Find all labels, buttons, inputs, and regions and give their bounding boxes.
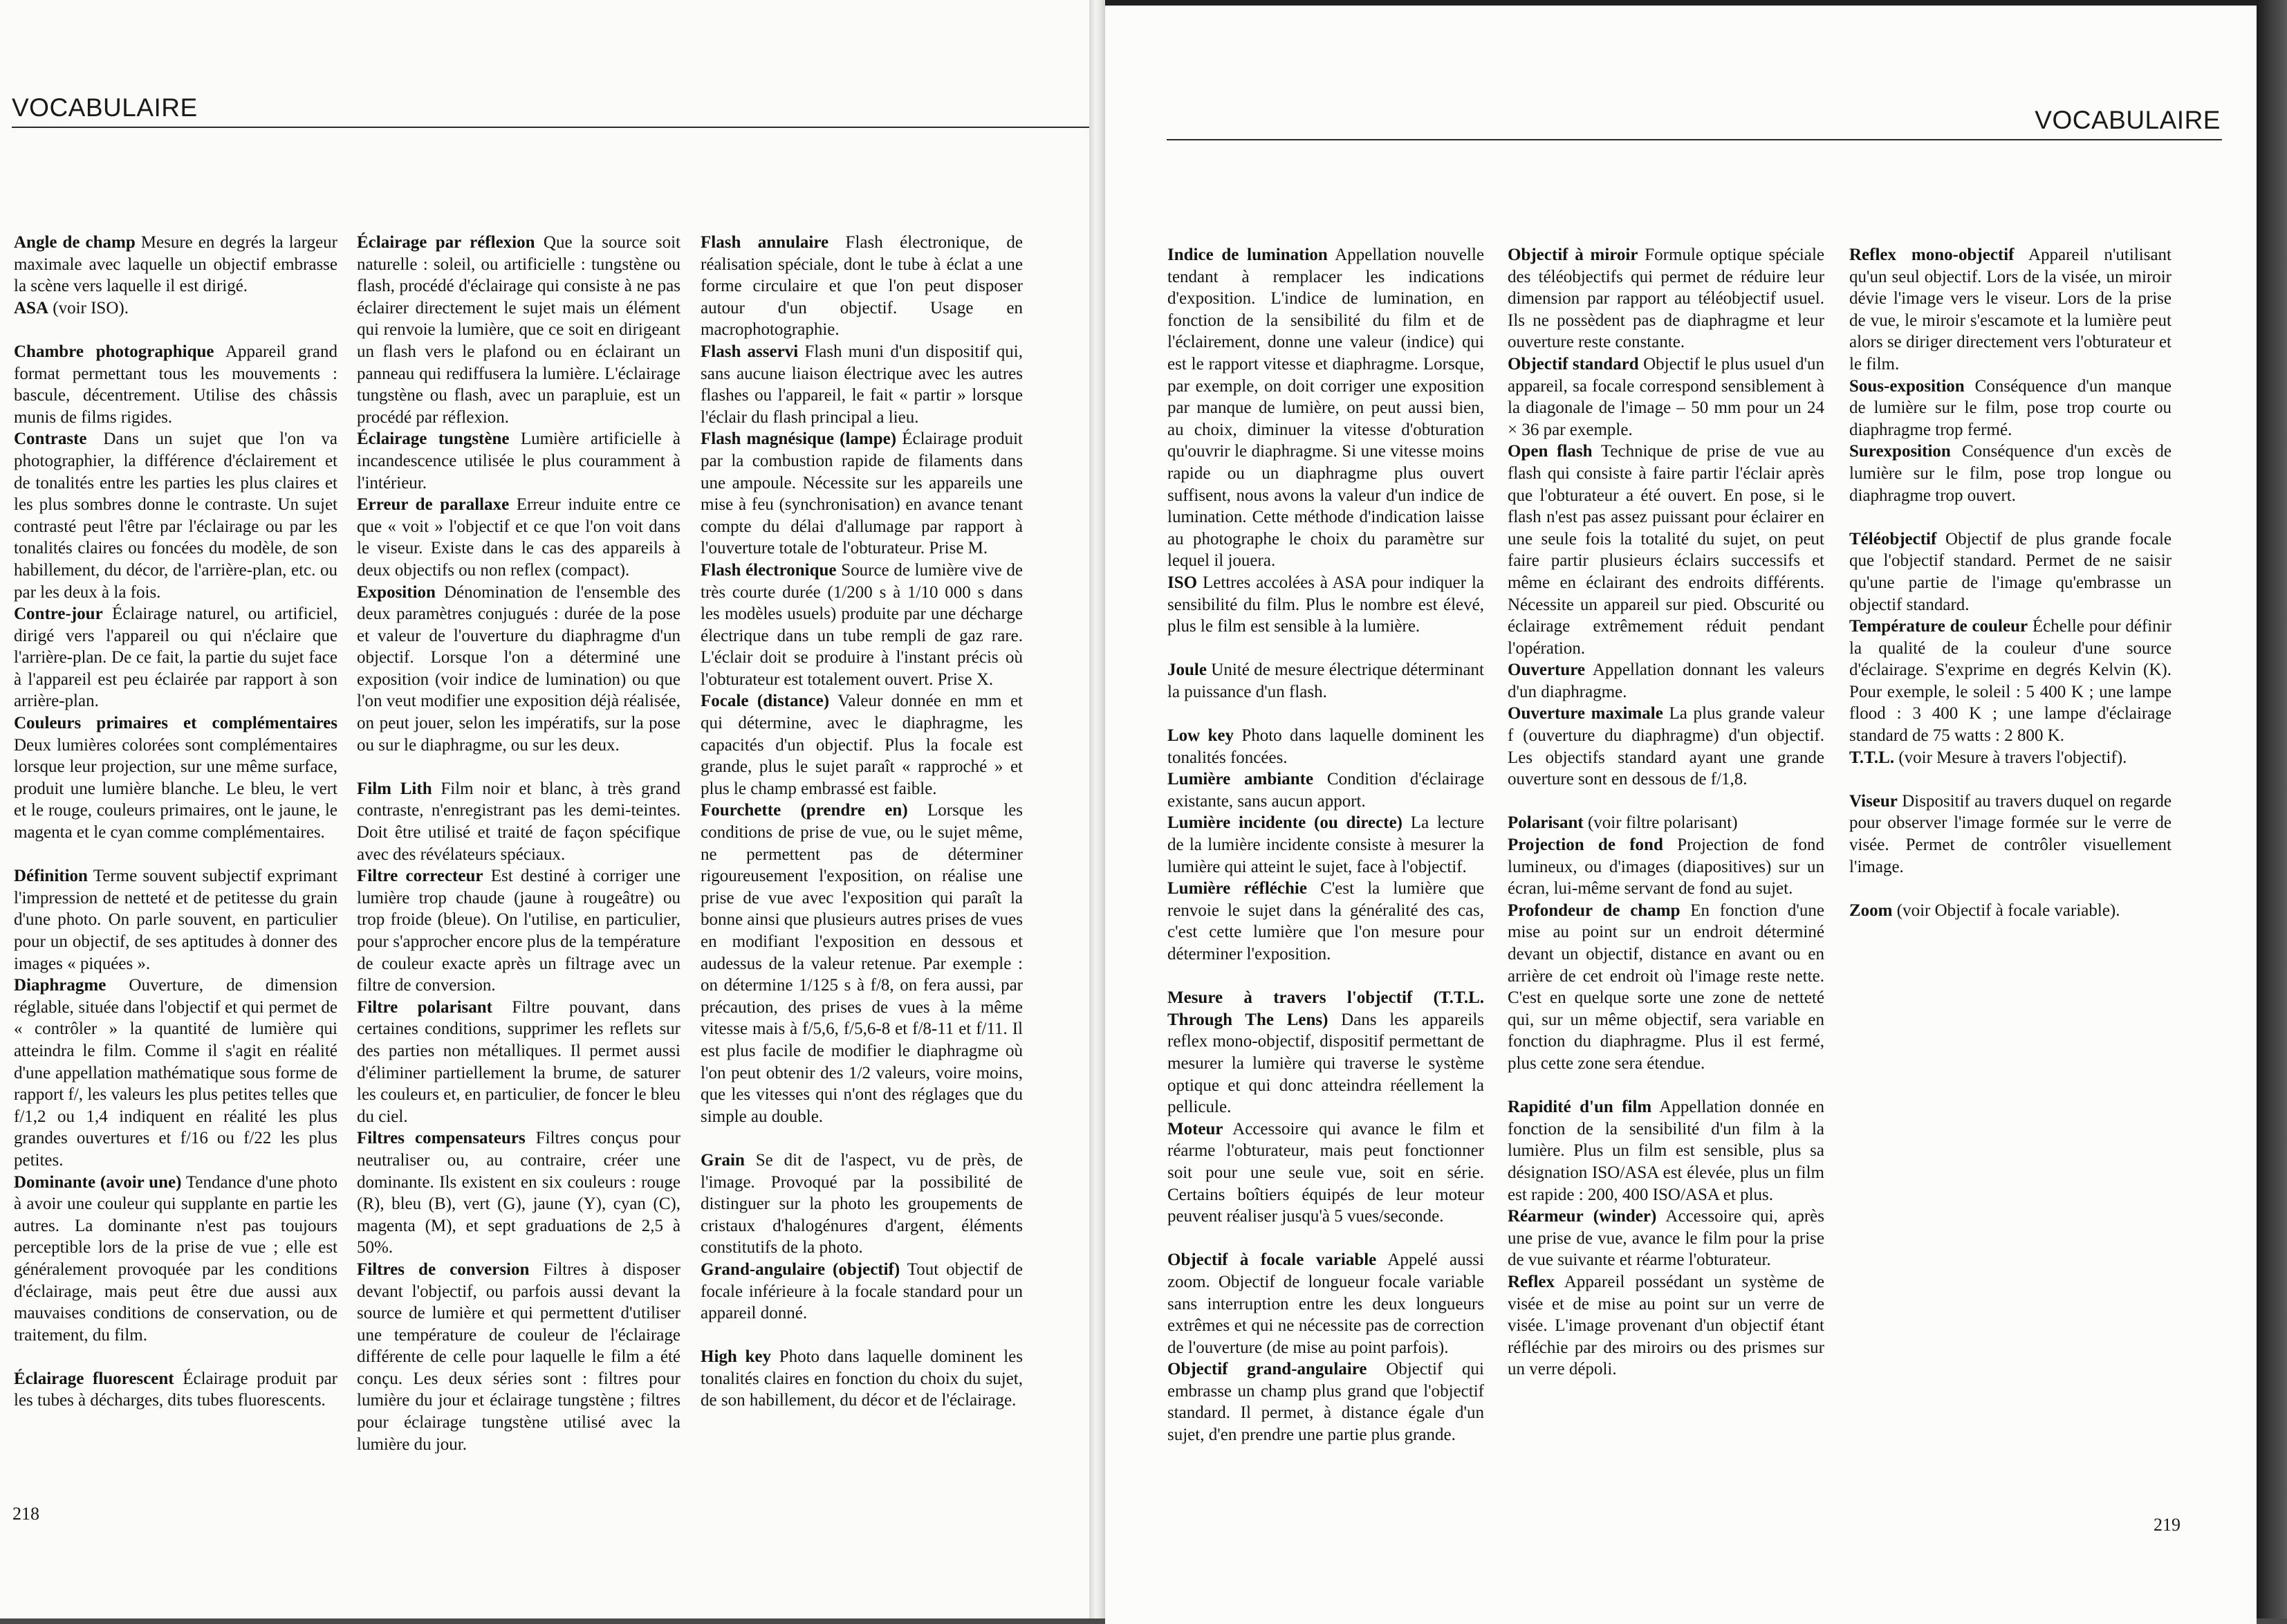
glossary-definition: C'est la lumière que renvoie le sujet dans la généralité des cas, c'est cette lumière que l'on mesure pour déterminer l'exposition. [1167,879,1484,963]
glossary-definition: Dispositif au travers duquel on regarde pour observer l'image formée sur le verre de visée. Permet de contrôler visuellement l'image. [1849,791,2172,876]
glossary-entry [14,712,337,844]
glossary-definition: Appareil grand format permettant tous les mouvements : bascule, décentrement. Utilise des châssis munis de films rigides. [14,342,337,427]
glossary-definition: Unité de mesure électrique déterminant la puissance d'un flash. [1167,661,1484,701]
glossary-entry [701,428,1023,560]
right-page [1105,0,2257,1624]
left-header-title: VOCABULAIRE [12,93,198,122]
glossary-definition: Dans les appareils reflex mono-objectif, dispositif permettant de mesurer la lumière qui traverse le système optique et qui donc atteindra réellement la pellicule. [1167,1010,1484,1117]
glossary-term: T.T.L. [1849,748,1895,767]
glossary-entry [14,603,337,712]
glossary-column-1 [14,232,337,1412]
glossary-term: High key [701,1347,771,1367]
glossary-definition: Mesure en degrés la largeur maximale avec laquelle un objectif embrasse la scène vers laquelle il est dirigé. [14,233,337,296]
glossary-definition: Condition d'éclairage existante, sans aucun apport. [1167,770,1485,811]
glossary-entry [701,690,1023,800]
glossary-entry [701,341,1023,428]
glossary-definition: Lorsque les conditions de prise de vue, ou le sujet même, ne permettent pas de déterminer rigoureusement l'exposition, on réalise une prise de vue avec l'exposition qui paraît la bonne ainsi que plusieurs autres prises de vues en modifiant l'exposition en dessous et audessus de la valeur retenue. Par exemple : on détermine 1/125 s à f/8, on fera aussi, par précaution, des prises de vues à la même vitesse mais à f/5,6, f/5,6-8 et f/8-11 et f/11. Il est plus facile de modifier le diaphragme où l'on peut obtenir des 1/2 valeurs, voire moins, que les vitesses qui n'ont des réglages que du simple au double. [701,801,1023,1126]
right-page-number: 219 [2154,1515,2180,1535]
glossary-term: Objectif à miroir [1508,246,1638,264]
glossary-definition: Appellation nouvelle tendant à remplacer les indications d'exposition. L'indice de lumination, en fonction de la sensibilité du film et de l'éclairement, donne une valeur (indice) qui est le rapport vitesse et diaphragme. Lorsque, par exemple, on doit corriger une exposition par manque de lumière, on peut aussi bien, au choix, diminuer la vitesse d'obturation qu'ouvrir le diaphragme. Si une vitesse moins rapide ou un diaphragme plus ouvert suffisent, nous avons la valeur d'un indice de lumination. Cette méthode d'indication laisse au photographe le choix du paramètre sur lequel il jouera. [1167,246,1485,571]
glossary-term: Reflex mono-objectif [1849,246,2015,264]
page-edge [2257,0,2287,1618]
glossary-term: Low key [1167,726,1234,746]
glossary-term: Sous-exposition [1849,376,1965,396]
glossary-definition: Formule optique spéciale des téléobjectifs qui permet de réduire leur dimension par rapport au téléobjectif usuel. Ils ne possèdent pas de diaphragme et leur ouverture reste constante. [1508,246,1824,352]
glossary-term: Contraste [14,430,87,449]
glossary-term: Projection de fond [1508,836,1663,855]
glossary-entry [14,341,337,428]
glossary-term: Grain [701,1150,745,1170]
glossary-entry [1508,834,1824,900]
glossary-entry [1167,1249,1484,1358]
glossary-entry [1849,900,2172,922]
glossary-entry [1508,900,1824,1075]
glossary-entry [14,975,337,1171]
glossary-term: Lumière ambiante [1167,770,1314,789]
glossary-entry [1508,441,1824,659]
glossary-entry [701,1150,1023,1259]
glossary-term: Open flash [1508,442,1593,461]
glossary-definition: Photo dans laquelle dominent les tonalités claires en fonction du choix du sujet, de son habillement, du décor et de l'éclairage. [701,1347,1023,1410]
glossary-entry [1167,812,1484,878]
glossary-term: Polarisant [1508,813,1584,833]
glossary-term: Lumière incidente (ou directe) [1167,813,1402,833]
glossary-entry [357,1259,680,1455]
glossary-definition: Éclairage naturel, ou artificiel, dirigé vers l'appareil ou qui n'éclaire que l'arrière-plan. De ce fait, la partie du sujet face à l'appareil est peu éclairée par rapport à son arrière-plan. [14,605,337,711]
glossary-term: Éclairage fluorescent [14,1369,174,1388]
glossary-term: Reflex [1508,1272,1555,1291]
glossary-term: Dominante (avoir une) [14,1172,182,1192]
glossary-term: Ouverture maximale [1508,704,1663,723]
glossary-term: Définition [14,867,88,886]
left-header-rule [12,127,1089,128]
glossary-definition: Objectif qui embrasse un champ plus grand que l'objectif standard. Il permet, à distance égale d'un sujet, d'en prendre une partie plus grande. [1167,1360,1484,1445]
glossary-entry [14,865,337,975]
glossary-term: Rapidité d'un film [1508,1098,1652,1117]
glossary-definition: Valeur donnée en mm et qui détermine, avec le diaphragme, les capacités d'un objectif. Plus la focale est grande, plus le sujet paraît « rapproché » et plus le champ embrassé est faible. [701,692,1023,798]
glossary-term: Diaphragme [14,976,107,995]
glossary-entry [1508,703,1824,790]
glossary-entry [357,232,680,428]
glossary-term: Téléobjectif [1849,529,1937,548]
glossary-definition: Filtres à disposer devant l'objectif, ou parfois aussi devant la source de lumière et qui permettent d'utiliser une température de couleur de l'éclairage différente de celle pour laquelle le film a été conçu. Les deux séries sont : filtres pour lumière du jour et éclairage tungstène ; filtres pour éclairage tungstène utilisé avec la lumière du jour. [357,1259,680,1454]
glossary-entry [14,428,337,603]
glossary-column-5 [1508,244,1824,1381]
glossary-entry [1508,659,1824,703]
glossary-definition: Appareil possédant un système de visée et de mise au point sur un verre de visée. L'image provenant d'un objectif étant réfléchie par des miroirs ou des prismes sur un verre dépoli. [1508,1272,1824,1379]
glossary-term: Focale (distance) [701,692,830,711]
glossary-definition: Échelle pour définir la qualité de la couleur d'une source d'éclairage. S'exprime en degrés Kelvin (K). Pour exemple, le soleil : 5 400 K ; une lampe flood : 3 400 K ; une lampe d'éclairage standard de 75 watts : 2 800 K. [1849,617,2172,746]
glossary-definition: Lettres accolées à ASA pour indiquer la sensibilité du film. Plus le nombre est élevé, plus le film est sensible à la lumière. [1167,573,1484,636]
glossary-definition: Filtres conçus pour neutraliser ou, au contraire, créer une dominante. Ils existent en six couleurs : rouge (R), bleu (B), vert (G), jaune (Y), cyan (C), magenta (M), et sept graduations de 2,5 à 50%. [357,1129,680,1257]
glossary-entry [701,232,1023,341]
left-page-number: 218 [12,1504,39,1524]
glossary-entry [357,494,680,581]
glossary-entry [1849,616,2172,747]
glossary-entry [1167,1358,1484,1446]
glossary-definition: (voir Objectif à focale variable). [1892,901,2120,920]
glossary-entry [1849,441,2172,506]
glossary-entry [1167,878,1484,965]
glossary-term: Filtre polarisant [357,997,492,1017]
glossary-entry [1508,244,1824,353]
glossary-term: Mesure à travers l'objectif (T.T.L. Through The Lens) [1167,988,1484,1029]
glossary-entry [1849,747,2172,769]
glossary-entry [1167,768,1484,812]
glossary-term: Lumière réfléchie [1167,879,1307,898]
glossary-entry [1508,812,1824,834]
glossary-entry [357,582,680,757]
glossary-entry [1849,791,2172,878]
glossary-term: Flash asservi [701,342,799,361]
glossary-term: Contre-jour [14,605,103,624]
glossary-entry [1167,987,1484,1118]
glossary-term: Couleurs primaires et complémentaires [14,714,337,733]
glossary-term: Film Lith [357,779,432,798]
glossary-definition: Est destiné à corriger une lumière trop chaude (jaune à rougeâtre) ou trop froide (bleue). On l'utilise, en particulier, pour s'approcher encore plus de la température de couleur exacte après un filtrage avec un filtre de conversion. [357,867,680,995]
glossary-entry [1508,1271,1824,1381]
glossary-definition: Appellation donnant les valeurs d'un diaphragme. [1508,661,1824,701]
glossary-definition: La lecture de la lumière incidente consiste à mesurer la lumière qui atteint le sujet, face à l'objectif. [1167,813,1484,876]
glossary-entry [701,560,1023,691]
glossary-entry [357,865,680,997]
glossary-entry [1849,244,2172,376]
glossary-definition: Objectif de plus grande focale que l'objectif standard. Permet de ne saisir qu'une partie de l'image qu'embrasse un objectif standard. [1849,529,2172,614]
glossary-definition: Appareil n'utilisant qu'un seul objectif. Lors de la visée, un miroir dévie l'image vers le viseur. Lors de la prise de vue, le miroir s'escamote et la lumière peut alors se diriger directement vers l'obturateur et le film. [1849,246,2172,373]
glossary-definition: Source de lumière vive de très courte durée (1/200 s à 1/10 000 s dans les modèles usuels) produite par une décharge électrique dans un tube rempli de gaz rare. L'éclair doit se produire à l'instant précis où l'obturateur est totalement ouvert. Prise X. [701,560,1024,689]
glossary-entry [1167,725,1484,768]
glossary-definition: Dénomination de l'ensemble des deux paramètres conjugués : durée de la pose et valeur de l'ouverture du diaphragme d'un objectif. Lorsque l'on a déterminé une exposition (voir indice de lumination) ou que l'on veut modifier une exposition déjà réalisée, on peut jouer, selon les impératifs, sur la pose ou sur le diaphragme, ou sur les deux. [357,582,680,755]
glossary-term: Filtres compensateurs [357,1129,526,1148]
glossary-term: Température de couleur [1849,617,2028,636]
glossary-definition: Que la source soit naturelle : soleil, ou artificielle : tungstène ou flash, procédé d'éclairage qui consiste à ne pas éclairer directement le sujet mais un élément qui renvoie la lumière, que ce soit en dirigeant un flash vers le plafond ou en éclairant un panneau qui rediffusera la lumière. L'éclairage tungstène ou flash, avec un parapluie, est un procédé par réflexion. [357,233,681,427]
glossary-term: Objectif standard [1508,354,1639,373]
glossary-definition: Appellation donnée en fonction de la sensibilité d'un film à la lumière. Plus un film est sensible, plus sa désignation ISO/ASA est élevée, plus un film est rapide : 200, 400 ISO/ASA et plus. [1508,1098,1824,1204]
glossary-term: Profondeur de champ [1508,901,1680,920]
glossary-term: Angle de champ [14,233,136,252]
glossary-definition: Flash muni d'un dispositif qui, sans aucune liaison électrique avec les autres flashes ou l'appareil, le fait « partir » lorsque l'éclair du flash principal a lieu. [701,342,1023,427]
glossary-entry [1849,376,2172,441]
glossary-term: Surexposition [1849,442,1951,461]
glossary-entry [701,800,1023,1127]
glossary-definition: Ouverture, de dimension réglable, située dans l'objectif et qui permet de « contrôler » la quantité de lumière qui atteindra le film. Comme il s'agit en réalité d'une appellation mathématique sous forme de rapport f/, les valeurs les plus petites telles que f/1,2 ou 1,4 indiquent en réalité les plus grandes ouvertures et f/16 ou f/22 les plus petites. [14,976,337,1170]
glossary-term: Joule [1167,661,1207,680]
glossary-definition: Film noir et blanc, à très grand contraste, n'enregistrant pas les demi-teintes. Doit être utilisé et traité de façon spécifique avec des révélateurs spéciaux. [357,779,680,864]
glossary-term: ASA [14,298,49,317]
glossary-definition: Accessoire qui avance le film et réarme l'obturateur, mais peut fonctionner soit pour une seule vue, soit en série. Certains boîtiers équipés de leur moteur peuvent réaliser jusqu'à 5 vues/seconde. [1167,1119,1484,1226]
glossary-definition: Accessoire qui, après une prise de vue, avance le film pour la prise de vue suivante et réarme l'obturateur. [1508,1207,1824,1270]
glossary-entry [1167,572,1484,638]
glossary-term: Fourchette (prendre en) [701,801,908,820]
glossary-definition: Éclairage produit par la combustion rapide de filaments dans une ampoule. Nécessite sur les appareils une mise à feu (synchronisation) en avance tenant compte du délai d'allumage par rapport à l'ouverture totale de l'obturateur. Prise M. [701,430,1023,558]
glossary-term: Exposition [357,582,436,602]
glossary-definition: Appelé aussi zoom. Objectif de longueur focale variable sans interruption entre les deux longueurs extrêmes et qui ne nécessite pas de correction de l'ouverture (de mise au point parfois). [1167,1251,1484,1357]
glossary-definition: (voir ISO). [48,298,129,317]
glossary-term: Objectif grand-angulaire [1167,1360,1367,1379]
glossary-entry [14,232,337,297]
glossary-term: Filtres de conversion [357,1259,530,1279]
glossary-definition: Se dit de l'aspect, vu de près, de l'image. Provoqué par la possibilité de distinguer sur la photo les groupements de cristaux d'halogénures d'argent, éléments constitutifs de la photo. [701,1150,1023,1257]
glossary-entry [701,1259,1023,1325]
glossary-definition: Tout objectif de focale inférieure à la focale standard pour un appareil donné. [701,1259,1023,1323]
glossary-entry [1167,244,1484,572]
glossary-column-3 [701,232,1023,1412]
glossary-term: Viseur [1849,791,1898,811]
glossary-entry [1167,659,1484,703]
glossary-term: Flash électronique [701,560,837,580]
glossary-entry [1508,353,1824,441]
glossary-entry [701,1346,1023,1412]
glossary-definition: Flash électronique, de réalisation spéciale, dont le tube à éclat a une forme circulaire et que l'on peut disposer autour d'un objectif. Usage en macrophotographie. [701,233,1023,340]
glossary-term: Chambre photographique [14,342,214,361]
book-gutter [1089,0,1105,1618]
glossary-term: Flash annulaire [701,233,829,252]
glossary-entry [357,1127,680,1259]
glossary-definition: Deux lumières colorées sont complémentaires lorsque leur projection, sur une même surface, produit une lumière blanche. Le bleu, le vert et le rouge, couleurs primaires, ont le jaune, le magenta et le cyan comme complémentaires. [14,735,337,842]
glossary-term: Ouverture [1508,661,1586,680]
glossary-term: Objectif à focale variable [1167,1251,1377,1270]
glossary-term: ISO [1167,573,1198,592]
glossary-entry [1508,1096,1824,1206]
glossary-column-4 [1167,244,1484,1446]
glossary-definition: Filtre pouvant, dans certaines conditions, supprimer les reflets sur des parties non métalliques. Il permet aussi d'éliminer partiellement la brume, de saturer les couleurs et, en particulier, de foncer le bleu du ciel. [357,997,681,1126]
glossary-term: Moteur [1167,1119,1223,1138]
glossary-definition: Technique de prise de vue au flash qui consiste à faire partir l'éclair après que l'obturateur a été ouvert. En pose, si le flash n'est pas assez puissant pour éclairer en une seule fois la totalité du sujet, on peut faire partir plusieurs éclairs successifs et même en éclairant des endroits différents. Nécessite un appareil sur pied. Obscurité ou éclairage extrêmement réduit pendant l'opération. [1508,442,1824,658]
glossary-definition: La plus grande valeur f (ouverture du diaphragme) d'un objectif. Les objectifs standard ayant une grande ouverture sont en dessous de f/1,8. [1508,704,1824,789]
glossary-entry [14,1172,337,1347]
right-header-title: VOCABULAIRE [2035,106,2221,134]
glossary-definition: (voir filtre polarisant) [1583,813,1738,833]
glossary-term: Éclairage par réflexion [357,233,535,252]
glossary-entry [14,297,337,320]
glossary-term: Indice de lumination [1167,246,1328,264]
glossary-definition: Photo dans laquelle dominent les tonalités foncées. [1167,726,1484,767]
glossary-term: Flash magnésique (lampe) [701,430,897,449]
glossary-term: Erreur de parallaxe [357,495,510,515]
glossary-term: Zoom [1849,901,1893,920]
glossary-definition: Conséquence d'un excès de lumière sur le film, pose trop longue ou diaphragme trop ouvert. [1849,442,2172,505]
glossary-term: Éclairage tungstène [357,430,510,449]
right-header-rule [1167,139,2222,140]
glossary-definition: Lumière artificielle à incandescence utilisée le plus couramment à l'intérieur. [357,430,680,492]
left-page [0,0,1089,1618]
glossary-entry [357,997,680,1128]
glossary-term: Filtre correcteur [357,867,483,886]
glossary-entry [14,1368,337,1412]
glossary-definition: En fonction d'une mise au point sur un endroit déterminé devant un objectif, distance en avant ou en arrière de cet endroit où l'image reste nette. C'est en quelque sorte une zone de netteté qui, sur un même objectif, sera variable en fonction du diaphragme. Plus il est fermé, plus cette zone sera étendue. [1508,901,1825,1073]
glossary-definition: Objectif le plus usuel d'un appareil, sa focale correspond sensiblement à la diagonale de l'image – 50 mm pour un 24 × 36 par exemple. [1508,354,1824,439]
glossary-entry [357,428,680,494]
glossary-definition: (voir Mesure à travers l'objectif). [1894,748,2127,767]
glossary-definition: Éclairage produit par les tubes à décharges, dits tubes fluorescents. [14,1369,337,1410]
glossary-entry [357,778,680,865]
glossary-term: Réarmeur (winder) [1508,1207,1657,1226]
glossary-definition: Dans un sujet que l'on va photographier, la différence d'éclairement et de tonalités entre les parties les plus claires et les plus sombres donne le contraste. Un sujet contrasté peut l'être par l'éclairage ou par les tonalités claires ou foncées du modèle, de son habillement, du décor, de l'arrière-plan, etc. ou par les deux à la fois. [14,430,337,602]
glossary-term: Grand-angulaire (objectif) [701,1259,900,1279]
glossary-entry [1849,528,2172,616]
glossary-definition: Tendance d'une photo à avoir une couleur qui supplante en partie les autres. La dominante n'est pas toujours perceptible lors de la prise de vue ; elle est généralement provoquée par les conditions d'éclairage, mais peut être due aussi aux mauvaises conditions de conservation, ou de traitement, du film. [14,1172,337,1345]
glossary-column-2 [357,232,680,1455]
glossary-definition: Conséquence d'un manque de lumière sur le film, pose trop courte ou diaphragme trop fermé. [1849,376,2172,439]
glossary-column-6 [1849,244,2172,921]
glossary-entry [1167,1118,1484,1228]
glossary-definition: Terme souvent subjectif exprimant l'impression de netteté et de petitesse du grain d'une photo. On parle souvent, en particulier pour un objectif, de ses aptitudes à donner des images « piquées ». [14,867,337,973]
glossary-definition: Erreur induite entre ce que « voit » l'objectif et ce que l'on voit dans le viseur. Existe dans le cas des appareils à deux objectifs ou non reflex (compact). [357,495,680,580]
glossary-definition: Projection de fond lumineux, ou d'images (diapositives) sur un écran, lui-même servant de fond au sujet. [1508,836,1824,898]
glossary-entry [1508,1206,1824,1271]
